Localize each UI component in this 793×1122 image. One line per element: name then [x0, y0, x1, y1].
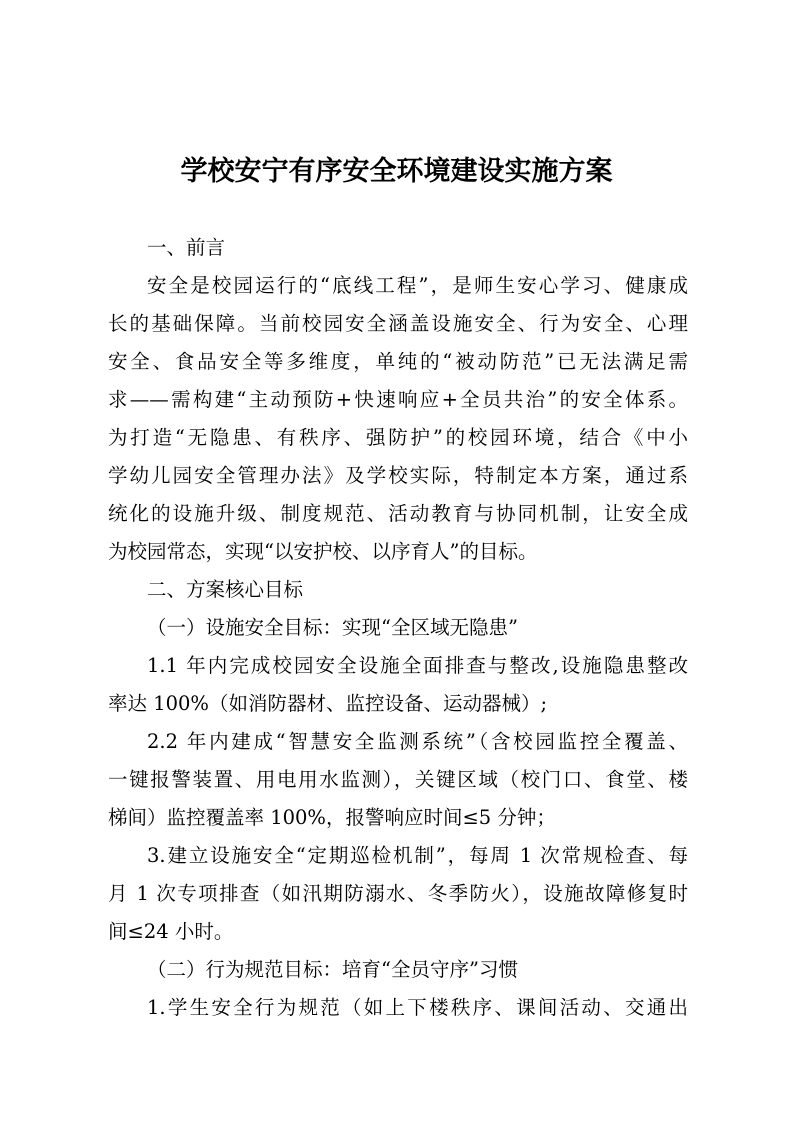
paragraph-line: 1.1 年内完成校园安全设施全面排查与整改,设施隐患整改	[147, 654, 688, 677]
paragraph-line: 安全是校园运行的“底线工程”，是师生安心学习、健康成	[147, 274, 688, 297]
paragraph-line: 月 1 次专项排查（如汛期防溺水、冬季防火），设施故障修复时	[108, 882, 688, 905]
paragraph-line: 为打造“无隐患、有秩序、强防护”的校园环境，结合《中小	[108, 426, 688, 449]
paragraph-line: 梯间）监控覆盖率 100%，报警响应时间≤5 分钟；	[108, 806, 556, 829]
paragraph-line: 2.2 年内建成“智慧安全监测系统”（含校园监控全覆盖、	[147, 730, 688, 753]
subsection-heading-facility: （一）设施安全目标：实现“全区域无隐患”	[147, 616, 518, 639]
paragraph-line: 率达 100%（如消防器材、监控设备、运动器械）;	[108, 692, 548, 715]
paragraph-line: 为校园常态，实现“以安护校、以序育人”的目标。	[108, 540, 538, 563]
paragraph-line: 安全、食品安全等多维度，单纯的“被动防范”已无法满足需	[108, 350, 688, 373]
paragraph-line: 3.建立设施安全“定期巡检机制”，每周 1 次常规检查、每	[147, 844, 688, 867]
paragraph-line: 1.学生安全行为规范（如上下楼秩序、课间活动、交通出	[147, 996, 688, 1019]
paragraph-line: 统化的设施升级、制度规范、活动教育与协同机制，让安全成	[108, 502, 688, 525]
subsection-heading-behavior: （二）行为规范目标：培育“全员守序”习惯	[147, 958, 518, 981]
paragraph-line: 间≤24 小时。	[108, 920, 234, 943]
document-title: 学校安宁有序安全环境建设实施方案	[180, 156, 613, 187]
section-heading-goals: 二、方案核心目标	[147, 578, 304, 601]
paragraph-line: 学幼儿园安全管理办法》及学校实际，特制定本方案，通过系	[108, 464, 688, 487]
section-heading-preface: 一、前言	[147, 236, 226, 259]
paragraph-line: 求——需构建“主动预防+快速响应+全员共治”的安全体系。	[108, 388, 688, 411]
paragraph-line: 一键报警装置、用电用水监测），关键区域（校门口、食堂、楼	[108, 768, 688, 791]
paragraph-line: 长的基础保障。当前校园安全涵盖设施安全、行为安全、心理	[108, 312, 688, 335]
